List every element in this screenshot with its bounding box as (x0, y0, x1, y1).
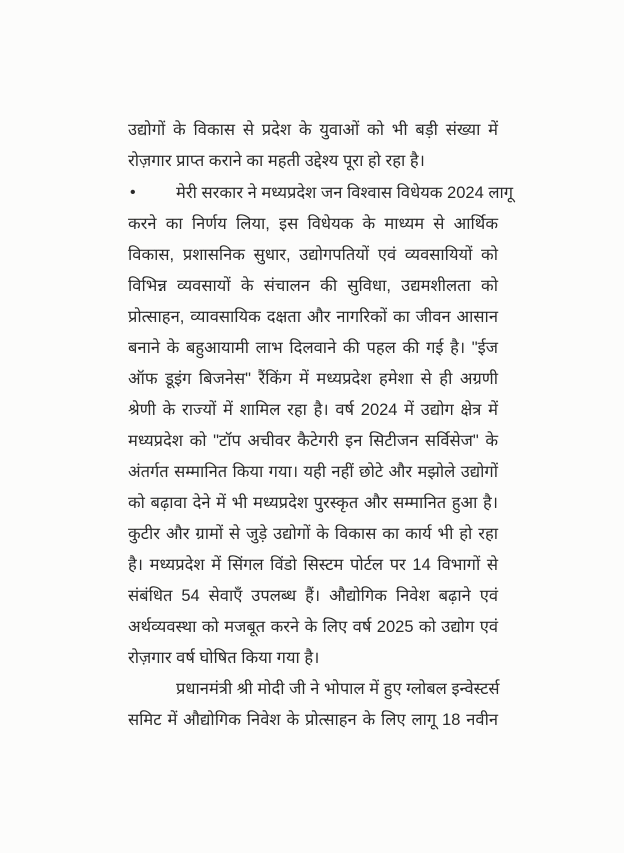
text-line: विभिन्न व्यवसायों के संचालन की सुविधा, उद्यमशीलता को (128, 277, 498, 295)
text-line: उद्योगों के विकास से प्रदेश के युवाओं को भी बड़ी संख्या में (128, 121, 498, 139)
text-line: को बढ़ावा देने में भी मध्यप्रदेश पुरस्कृत और सम्मानित हुआ है। (128, 494, 498, 512)
text-line: रोज़गार वर्ष घोषित किया गया है। (128, 649, 320, 667)
bullet-marker: • (130, 184, 136, 201)
text-line: प्रधानमंत्री श्री मोदी जी ने भोपाल में हुए ग्लोबल इन्वेस्टर्स (176, 680, 500, 698)
text-line: रोज़गार प्राप्त कराने का महती उद्देश्य पूरा हो रहा है। (128, 152, 425, 170)
text-line: विकास, प्रशासनिक सुधार, उद्योगपतियों एवं व्यवसायियों को (128, 246, 498, 264)
text-line: प्रोत्साहन, व्यावसायिक दक्षता और नागरिकों का जीवन आसान (128, 308, 498, 326)
text-line: है। मध्यप्रदेश में सिंगल विंडो सिस्टम पोर्टल पर 14 विभागों से (128, 556, 498, 574)
text-line: अर्थव्यवस्था को मजबूत करने के लिए वर्ष 2025 को उद्योग एवं (128, 618, 498, 636)
text-line: कुटीर और ग्रामों से जुड़े उद्योगों के विकास का कार्य भी हो रहा (128, 525, 498, 543)
text-line: अंतर्गत सम्मानित किया गया। यही नहीं छोटे और मझोले उद्योगों (128, 463, 498, 481)
text-line: समिट में औद्योगिक निवेश के प्रोत्साहन के लिए लागू 18 नवीन (128, 711, 498, 729)
text-line: बनाने के बहुआयामी लाभ दिलवाने की पहल की गई है। "ईज (128, 339, 498, 357)
text-line: करने का निर्णय लिया, इस विधेयक के माध्यम से आर्थिक (128, 215, 498, 233)
text-line: मेरी सरकार ने मध्यप्रदेश जन विश्वास विधेयक 2024 लागू (176, 184, 514, 202)
text-line: श्रेणी के राज्यों में शामिल रहा है। वर्ष 2024 में उद्योग क्षेत्र में (128, 401, 498, 419)
text-line: मध्यप्रदेश को "टॉप अचीवर कैटेगरी इन सिटीजन सर्विसेज" के (128, 432, 498, 450)
text-line: संबंधित 54 सेवाएँ उपलब्ध हैं। औद्योगिक निवेश बढ़ाने एवं (128, 587, 498, 605)
text-line: ऑफ डूइंग बिजनेस" रैंकिंग में मध्यप्रदेश हमेशा से ही अग्रणी (128, 370, 498, 388)
